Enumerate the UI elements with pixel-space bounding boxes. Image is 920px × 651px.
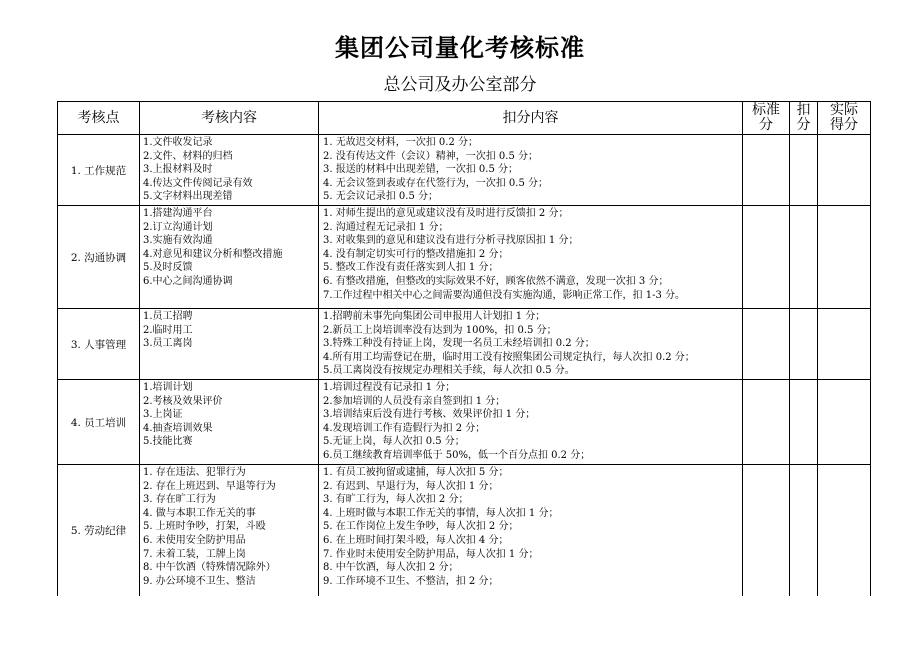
content-item: 2. 存在上班迟到、早退等行为 (143, 480, 276, 492)
deduction-content (319, 206, 743, 309)
content-item: 3.上报材料及时 (143, 164, 213, 176)
table-row (58, 465, 871, 596)
table-header-row (58, 102, 871, 135)
deduct-score-cell[interactable] (790, 135, 818, 206)
content-item: 2.考核及效果评价 (143, 395, 223, 407)
standard-score-cell[interactable] (743, 380, 790, 465)
content-item: 4.传达文件传阅记录有效 (143, 177, 253, 189)
deduction-item: 5.无证上岗，每人次扣 0.5 分； (323, 436, 465, 448)
content-item: 1.文件收发记录 (143, 137, 213, 148)
deduction-item: 9. 工作环境不卫生、不整洁，扣 2 分； (323, 575, 499, 587)
deduction-item: 3. 报送的材料中出现差错，一次扣 0.5 分； (323, 164, 518, 176)
deduction-item: 3.特殊工种没有持证上岗，发现一名员工未经培训扣 0.2 分； (323, 338, 595, 350)
assessment-table (57, 101, 871, 596)
header-actual: 实际 得分 (818, 102, 871, 135)
deduction-item: 7.工作过程中相关中心之间需要沟通但没有实施沟通，影响正常工作，扣 1-3 分。 (323, 289, 686, 301)
content-item: 3.上岗证 (143, 409, 183, 421)
deduction-item: 5.员工离岗没有按规定办理相关手续，每人次扣 0.5 分。 (323, 365, 575, 377)
deduction-item: 4. 无会议签到表或存在代签行为，一次扣 0.5 分； (323, 177, 548, 189)
header-deduct: 扣 分 (790, 102, 818, 135)
header-standard: 标准 分 (743, 102, 790, 135)
deduction-item: 4. 上班时做与本职工作无关的事情，每人次扣 1 分； (323, 507, 559, 519)
assessment-point: 4. 员工培训 (58, 380, 140, 465)
deduction-item: 2.新员工上岗培训率没有达到为 100%，扣 0.5 分； (323, 324, 557, 336)
deduction-item: 8. 中午饮酒，每人次扣 2 分； (323, 562, 459, 574)
deduction-item: 4. 没有制定切实可行的整改措施扣 2 分； (323, 248, 509, 260)
content-item: 9. 办公环境不卫生、整洁 (143, 575, 256, 587)
deduction-item: 6.员工继续教育培训率低于 50%，低一个百分点扣 0.2 分； (323, 449, 591, 461)
document-title: 集团公司量化考核标准 (335, 34, 585, 62)
content-item: 2.文件、材料的归档 (143, 150, 233, 162)
deduction-item: 1. 对师生提出的意见或建议没有及时进行反馈扣 2 分； (323, 208, 569, 219)
content-item: 1.搭建沟通平台 (143, 208, 213, 219)
actual-score-cell[interactable] (818, 206, 871, 309)
content-item: 6. 未使用安全防护用品 (143, 534, 246, 546)
deduction-item: 4.发现培训工作有造假行为扣 2 分； (323, 422, 486, 434)
table-row (58, 135, 871, 206)
header-deduction: 扣分内容 (319, 102, 743, 135)
standard-score-cell[interactable] (743, 206, 790, 309)
deduction-item: 3. 对收集到的意见和建议没有进行分析寻找原因扣 1 分； (323, 235, 579, 247)
assessment-content (140, 309, 319, 380)
deduction-item: 2. 没有传达文件（会议）精神，一次扣 0.5 分； (323, 150, 538, 162)
deduction-item: 3.培训结束后没有进行考核、效果评价扣 1 分； (323, 409, 536, 421)
content-item: 6.中心之间沟通协调 (143, 275, 233, 287)
deduction-item: 5. 在工作岗位上发生争吵，每人次扣 2 分； (323, 521, 519, 533)
content-item: 5.技能比赛 (143, 436, 193, 448)
deduction-content (319, 465, 743, 596)
deduction-content (319, 309, 743, 380)
deduction-item: 5. 无会议记录扣 0.5 分； (323, 191, 438, 203)
deduction-item: 6. 有整改措施，但整改的实际效果不好，顾客依然不满意，发现一次扣 3 分； (323, 275, 669, 287)
actual-score-cell[interactable] (818, 465, 871, 596)
content-item: 4.对意见和建议分析和整改措施 (143, 248, 283, 260)
document-subtitle: 总公司及办公室部分 (383, 75, 537, 95)
deduction-item: 2.参加培训的人员没有亲自签到扣 1 分； (323, 395, 506, 407)
content-item: 4. 做与本职工作无关的事 (143, 507, 256, 519)
content-item: 5. 上班时争吵，打架，斗殴 (143, 521, 266, 533)
actual-score-cell[interactable] (818, 309, 871, 380)
table-row (58, 380, 871, 465)
deduction-content (319, 135, 743, 206)
content-item: 4.抽查培训效果 (143, 422, 213, 434)
standard-score-cell[interactable] (743, 135, 790, 206)
standard-score-cell[interactable] (743, 465, 790, 596)
assessment-content (140, 135, 319, 206)
deduction-item: 2. 沟通过程无记录扣 1 分； (323, 221, 449, 233)
assessment-point: 3. 人事管理 (58, 309, 140, 380)
content-item: 3.员工离岗 (143, 338, 193, 350)
deduction-item: 1. 有员工被拘留或逮捕，每人次扣 5 分； (323, 467, 509, 478)
assessment-content (140, 380, 319, 465)
assessment-point: 5. 劳动纪律 (58, 465, 140, 596)
deduction-item: 1. 无故迟交材料，一次扣 0.2 分； (323, 137, 478, 148)
table-row (58, 206, 871, 309)
assessment-point: 1. 工作规范 (58, 135, 140, 206)
content-item: 5.文字材料出现差错 (143, 191, 233, 203)
deduct-score-cell[interactable] (790, 380, 818, 465)
deduct-score-cell[interactable] (790, 465, 818, 596)
content-item: 2.临时用工 (143, 324, 193, 336)
deduction-item: 1.培训过程没有记录扣 1 分； (323, 382, 456, 393)
actual-score-cell[interactable] (818, 135, 871, 206)
content-item: 1.培训计划 (143, 382, 193, 393)
deduction-item: 4.所有用工均需登记在册，临时用工没有按照集团公司规定执行，每人次扣 0.2 分； (323, 351, 695, 363)
deduction-content (319, 380, 743, 465)
content-item: 1.员工招聘 (143, 311, 193, 322)
deduction-item: 3. 有旷工行为，每人次扣 2 分； (323, 494, 469, 506)
actual-score-cell[interactable] (818, 380, 871, 465)
deduction-item: 2. 有迟到、早退行为，每人次扣 1 分； (323, 480, 499, 492)
content-item: 7. 未着工装，工牌上岗 (143, 548, 246, 560)
header-point: 考核点 (58, 102, 140, 135)
content-item: 1. 存在违法、犯罪行为 (143, 467, 246, 478)
deduction-item: 7. 作业时未使用安全防护用品，每人次扣 1 分； (323, 548, 539, 560)
table-row (58, 309, 871, 380)
deduct-score-cell[interactable] (790, 206, 818, 309)
assessment-point: 2. 沟通协调 (58, 206, 140, 309)
assessment-content (140, 206, 319, 309)
deduct-score-cell[interactable] (790, 309, 818, 380)
deduction-item: 5. 整改工作没有责任落实到人扣 1 分； (323, 262, 499, 274)
content-item: 5.及时反馈 (143, 262, 193, 274)
deduction-item: 1.招聘前未事先向集团公司申报用人计划扣 1 分； (323, 311, 546, 322)
assessment-content (140, 465, 319, 596)
deduction-item: 6. 在上班时间打架斗殴，每人次扣 4 分； (323, 534, 509, 546)
header-content: 考核内容 (140, 102, 319, 135)
content-item: 2.订立沟通计划 (143, 221, 213, 233)
content-item: 3.实施有效沟通 (143, 235, 213, 247)
standard-score-cell[interactable] (743, 309, 790, 380)
content-item: 8. 中午饮酒（特殊情况除外） (143, 562, 276, 574)
content-item: 3. 存在旷工行为 (143, 494, 216, 506)
